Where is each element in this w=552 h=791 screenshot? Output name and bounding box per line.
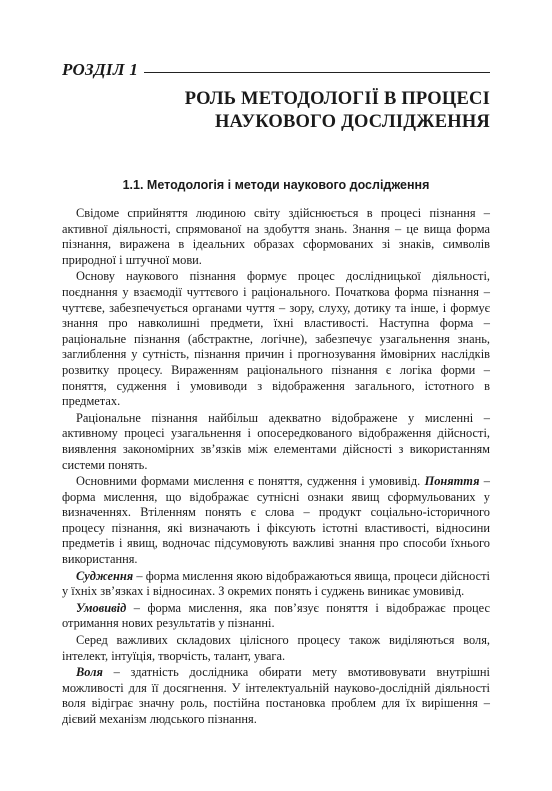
section-title: 1.1. Методологія і методи наукового дослідження — [122, 178, 430, 192]
paragraph-7 — [62, 633, 490, 664]
paragraph-text: Основними формами мислення є поняття, судження і умовивід. — [76, 474, 421, 489]
paragraph-1 — [62, 206, 490, 268]
paragraph-text: Основу наукового пізнання формує процес дослідницької діяльності, поєднання у взаємодії чуттєвого і раціонального. Початкова форма пізнання –чуттєве, забезпечується органами чуття – зору, слуху, дотику та інше, і формує знання про навколишні предмети, їхні властивості. Наступна форма –раціональне пізнання (абстрактне, логічне), забезпечує узагальнення знань, заглиблення у сутність, пізнання причин і прогнозування ймовірних наслідків розвитку процесу. Вираженням раціонального пізнання є логіка форми – поняття, судження і умовиводи з відображення загального, істотного в предметах. — [62, 269, 490, 409]
chapter-title-line-2: НАУКОВОГО ДОСЛІДЖЕННЯ — [214, 112, 490, 132]
term-volia: Воля — [76, 665, 103, 680]
paragraph-6 — [62, 601, 490, 632]
chapter-title — [62, 88, 490, 134]
paragraph-text: Серед важливих складових цілісного процесу також виділяються воля, інтелект, інтуїція, творчість, талант, увага. — [62, 633, 490, 663]
term-ponyattia: Поняття — [424, 474, 480, 489]
paragraph-text: – здатність дослідника обирати мету вмотивовувати внутрішні можливості для її досягнення. У інтелектуальній науково-дослідній діяльності воля відіграє значну роль, постійна постановка проблем для їх вирішення – дієвий механізм людського пізнання. — [62, 665, 490, 726]
paragraph-3 — [62, 411, 490, 473]
paragraph-2 — [62, 269, 490, 409]
paragraph-8 — [62, 665, 490, 727]
paragraph-4 — [62, 474, 490, 568]
chapter-label: РОЗДІЛ 1 — [62, 60, 144, 80]
term-sudzhennia: Судження — [76, 568, 134, 583]
paragraph-text: – форма мислення, що відображає сутнісні ознаки явищ сформульованих у визначеннях. Втіленням понять є слова – продукт соціально-історичного процесу пізнання, які визначають і фіксують істотні властивості, відносини предметів і явищ, водночас підсумовують важливі знання про способи їхнього використання. — [62, 474, 490, 567]
chapter-header — [62, 60, 490, 80]
chapter-title-line-1: РОЛЬ МЕТОДОЛОГІЇ В ПРОЦЕСІ — [184, 89, 490, 109]
body-text — [62, 206, 490, 729]
paragraph-text: – форма мислення, яка пов’язує поняття і відображає процес отримання нових результатів у пізнанні. — [62, 600, 490, 631]
term-umovyvid: Умовивід — [76, 600, 127, 615]
paragraph-5 — [62, 569, 490, 600]
paragraph-text: Свідоме сприйняття людиною світу здійснюється в процесі пізнання – активної діяльності, спрямованої на здобуття знань. Знання – це вища форма пізнання, виражена в ідеальних образах сформованих зі знаків, символів природної і штучної мови. — [62, 206, 490, 267]
paragraph-text: – форма мислення якою відображаються явища, процеси дійсності у їхніх зв’язках і відносинах. З окремих понять і суджень виникає умовивід. — [62, 568, 490, 599]
paragraph-text: Раціональне пізнання найбільш адекватно відображене у мисленні – активному процесі узагальнення і опосередкованого відображення дійсності, виявлення закономірних зв’язків між елементами дійсності з використанням системи понять. — [62, 410, 490, 472]
